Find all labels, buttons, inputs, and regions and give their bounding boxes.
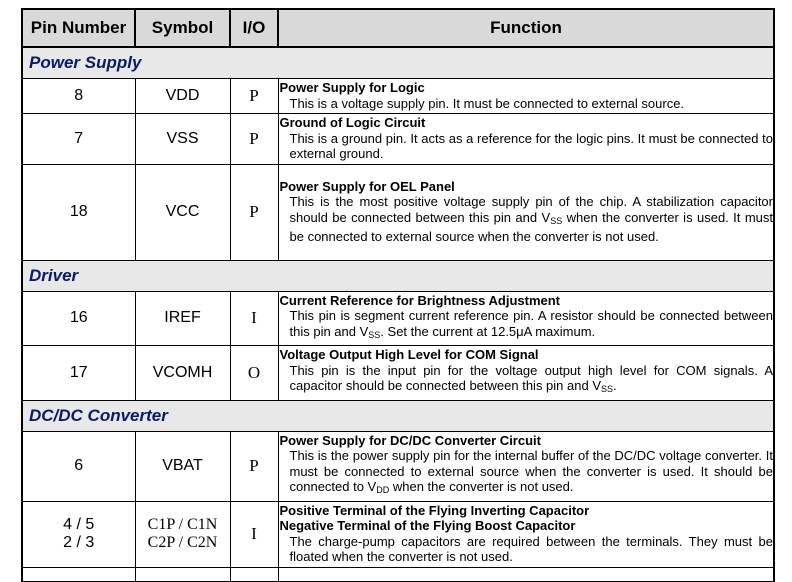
pin-number bbox=[22, 501, 135, 567]
function-description: This is the power supply pin for the internal buffer of the DC/DC voltage converter. It must be connected to external source when the converter is used. It should be connected to $V_{DD}$ when the converter is not used. bbox=[289, 448, 773, 495]
pin-symbol: VSS bbox=[135, 114, 230, 165]
table-row bbox=[22, 114, 774, 165]
function-title: Power Supply for Logic bbox=[279, 80, 425, 95]
pin-symbol: VCC bbox=[135, 164, 230, 260]
function-title: Power Supply for DC/DC Converter Circuit bbox=[279, 432, 541, 448]
pin-symbol: VDD bbox=[135, 79, 230, 114]
pin-function bbox=[278, 346, 774, 401]
pin-symbol bbox=[135, 501, 230, 567]
pin-function bbox=[278, 291, 774, 346]
pin-number: 16 bbox=[22, 291, 135, 346]
pin-symbol: VBAT bbox=[135, 431, 230, 501]
header-io: I/O bbox=[230, 9, 278, 47]
pin-io: O bbox=[230, 346, 278, 401]
table-header-row bbox=[22, 9, 774, 47]
table-row bbox=[22, 501, 774, 567]
pin-number-1: 4 / 5 bbox=[63, 516, 95, 533]
header-function: Function bbox=[278, 9, 774, 47]
pin-function bbox=[278, 114, 774, 165]
pin-symbol: VCOMH bbox=[135, 346, 230, 401]
pin-number: 18 bbox=[22, 164, 135, 260]
section-dcdc-converter: DC/DC Converter bbox=[29, 405, 168, 425]
function-title: Power Supply for OEL Panel bbox=[279, 178, 455, 194]
pin-symbol: IREF bbox=[135, 291, 230, 346]
pin-number: 6 bbox=[22, 431, 135, 501]
pin-function bbox=[278, 79, 774, 114]
pin-function bbox=[278, 501, 774, 567]
pin-function bbox=[278, 164, 774, 260]
section-row bbox=[22, 260, 774, 291]
table-row bbox=[22, 79, 774, 114]
pin-function bbox=[278, 431, 774, 501]
function-description: This is a voltage supply pin. It must be connected to external source. bbox=[289, 95, 685, 111]
section-driver: Driver bbox=[29, 265, 79, 285]
section-row bbox=[22, 400, 774, 431]
table-row bbox=[22, 164, 774, 260]
section-row bbox=[22, 47, 774, 79]
pin-io: I bbox=[230, 501, 278, 567]
function-description: This is the most positive voltage supply pin of the chip. A stabilization capacitor should be connected between this pin and $V_{SS}$ when the converter is used. It must be connected to external source when the converter is not used. bbox=[289, 194, 773, 244]
section-power-supply: Power Supply bbox=[29, 53, 142, 72]
function-title: Current Reference for Brightness Adjustment bbox=[279, 292, 561, 308]
pin-io: P bbox=[230, 114, 278, 165]
header-symbol: Symbol bbox=[135, 9, 230, 47]
pin-io: P bbox=[230, 431, 278, 501]
pin-number: 8 bbox=[22, 79, 135, 114]
pin-number: 7 bbox=[22, 114, 135, 165]
table-row bbox=[22, 567, 774, 581]
function-description: The charge-pump capacitors are required between the terminals. They must be floated when the converter is not used. bbox=[289, 533, 773, 564]
pin-number-2: 2 / 3 bbox=[63, 534, 95, 551]
pin-io: P bbox=[230, 79, 278, 114]
pin-description-table bbox=[21, 8, 775, 582]
function-title: Negative Terminal of the Flying Boost Capacitor bbox=[279, 518, 576, 533]
pin-io: I bbox=[230, 291, 278, 346]
function-title: Ground of Logic Circuit bbox=[279, 115, 426, 130]
function-title: Voltage Output High Level for COM Signal bbox=[279, 347, 539, 362]
pin-symbol-1: C1P / C1N bbox=[147, 516, 218, 533]
pin-number: 17 bbox=[22, 346, 135, 401]
function-description: This pin is the input pin for the voltage output high level for COM signals. A capacitor should be connected between this pin and $V_{SS}$. bbox=[289, 362, 773, 394]
header-pin-number: Pin Number bbox=[22, 9, 135, 47]
function-description: This pin is segment current reference pin. A resistor should be connected between this pin and $V_{SS}$. Set the current at 12.5μA maximum. bbox=[289, 308, 773, 340]
table-row bbox=[22, 431, 774, 501]
table-row bbox=[22, 291, 774, 346]
pin-symbol-2: C2P / C2N bbox=[147, 534, 218, 551]
table-row bbox=[22, 346, 774, 401]
pin-io: P bbox=[230, 164, 278, 260]
function-title: Positive Terminal of the Flying Inverting Capacitor bbox=[279, 502, 590, 518]
function-description: This is a ground pin. It acts as a reference for the logic pins. It must be connected to external ground. bbox=[289, 130, 773, 161]
